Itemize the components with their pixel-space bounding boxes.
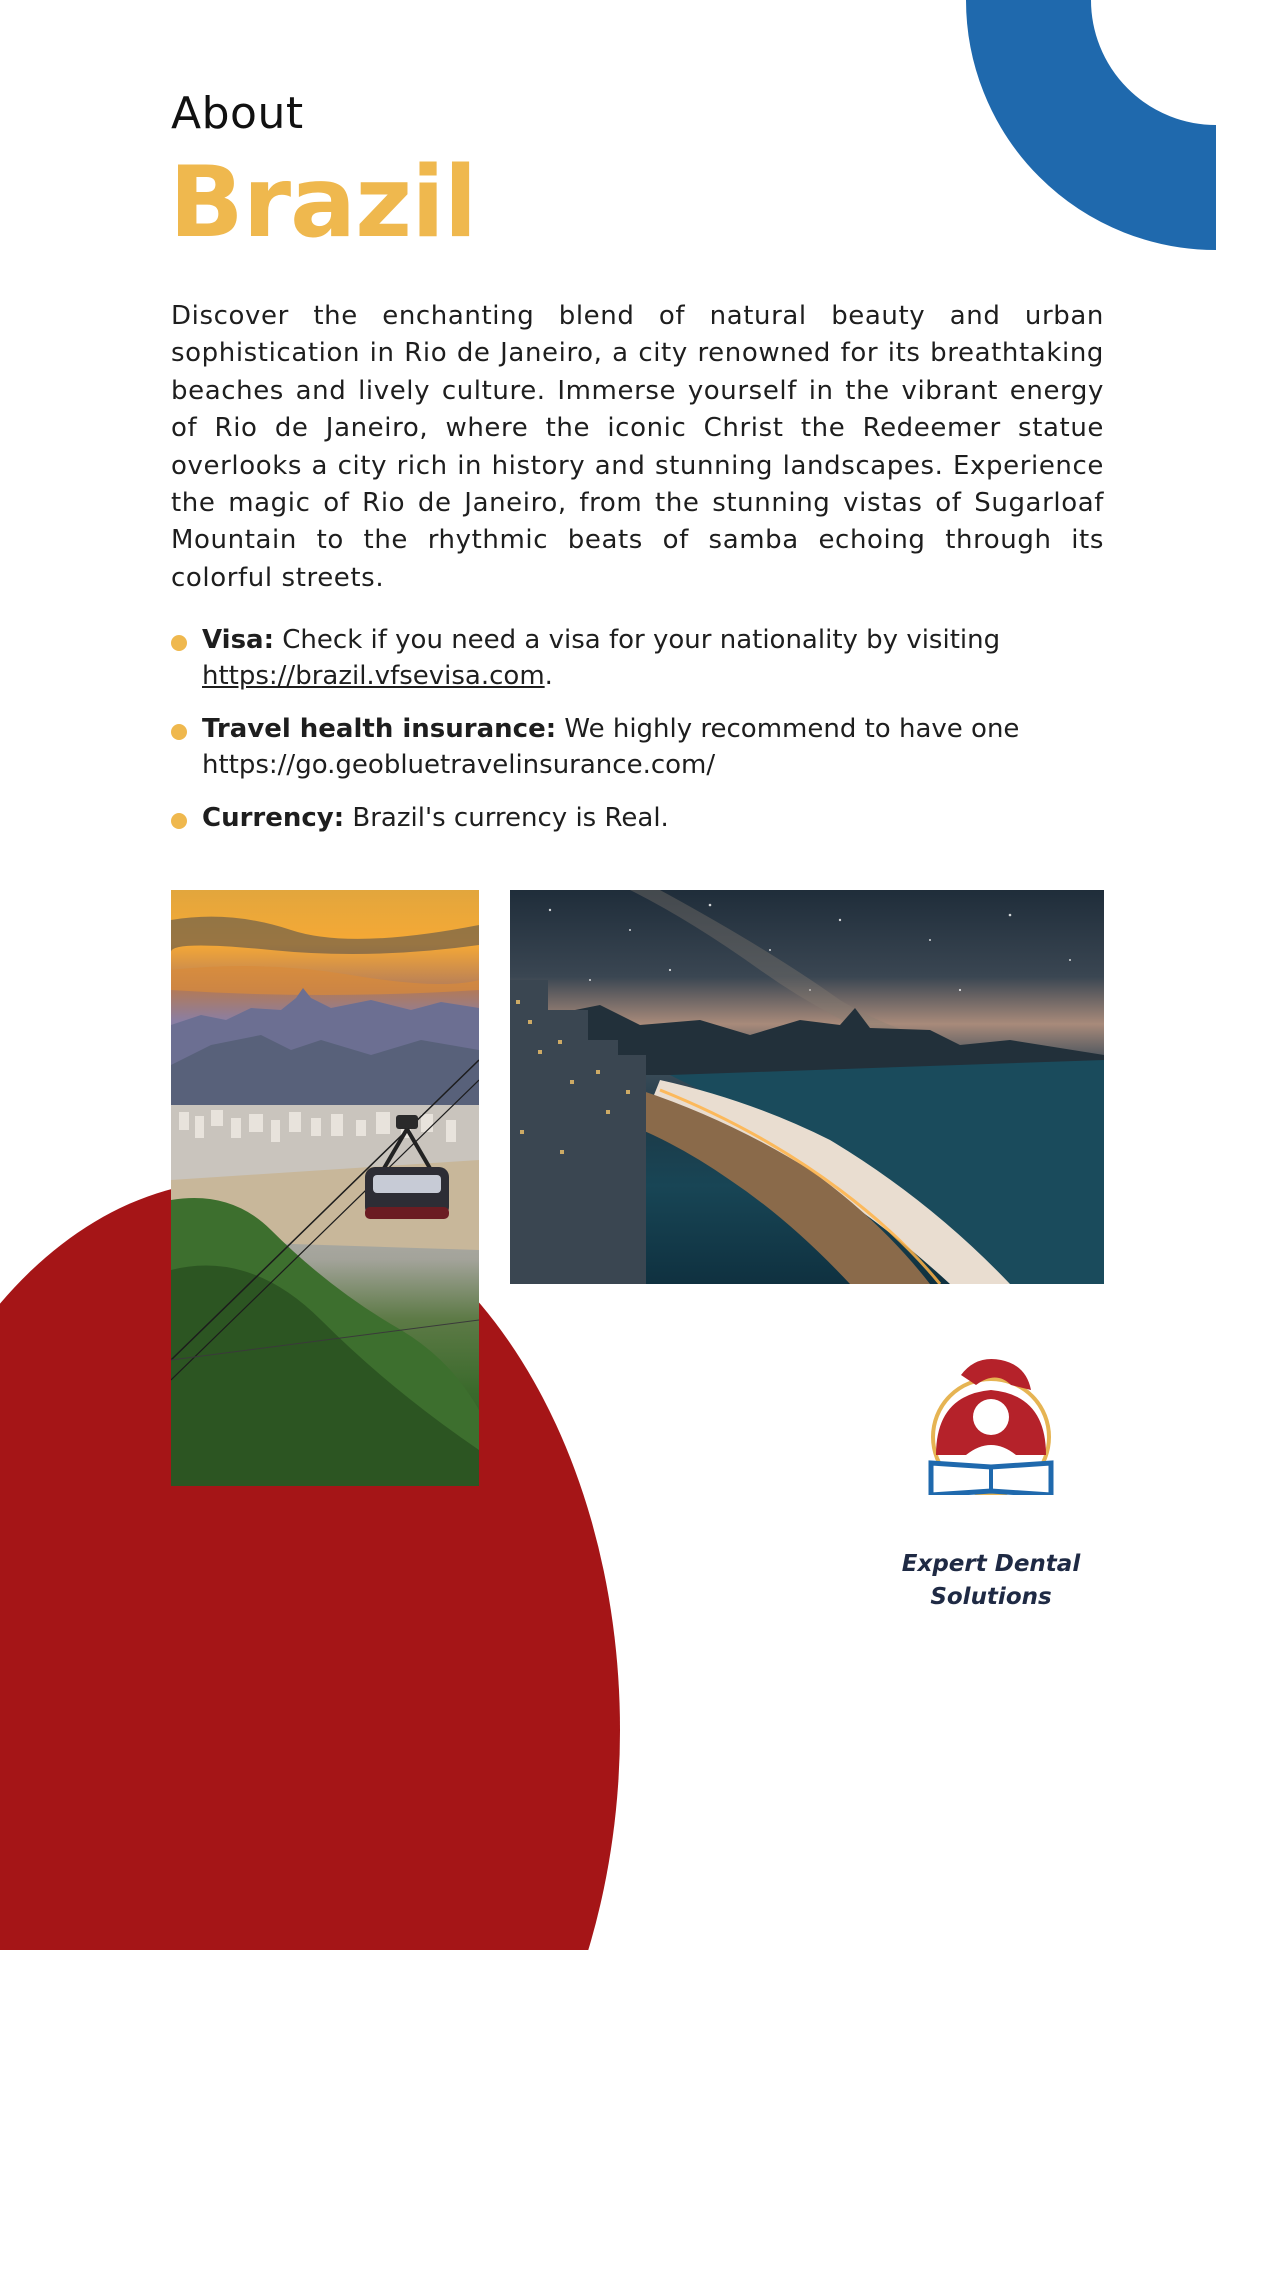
visa-suffix: . (544, 661, 553, 691)
list-item-visa (171, 622, 1071, 694)
list-item-insurance (171, 711, 1071, 783)
expert-dental-logo-icon (906, 1355, 1076, 1495)
logo-wordmark (880, 1548, 1102, 1614)
visa-link[interactable]: https://brazil.vfsevisa.com (202, 661, 545, 691)
visa-text: Check if you need a visa for your nationality by visiting (274, 625, 1001, 655)
photo-copacabana-illustration (510, 890, 1104, 1284)
insurance-label: Travel health insurance: (202, 714, 557, 744)
currency-text: Brazil's currency is Real. (344, 803, 669, 833)
heading-about: About (171, 88, 304, 139)
photo-rio-illustration (171, 890, 479, 1486)
info-list (171, 622, 1071, 853)
logo-text-line1: Expert Dental (901, 1551, 1081, 1577)
bullet-dot-icon (171, 724, 187, 740)
list-item-currency (171, 800, 1071, 836)
photo-rio-cable-car (171, 890, 479, 1486)
bullet-dot-icon (171, 813, 187, 829)
heading-country: Brazil (169, 146, 477, 260)
insurance-text: We highly recommend to have one https://go.geobluetravelinsurance.com/ (202, 714, 1020, 780)
logo-text-line2: Solutions (930, 1584, 1052, 1610)
intro-paragraph: Discover the enchanting blend of natural beauty and urban sophistication in Rio de Janeiro, a city renowned for its breathtaking beaches and lively culture. Immerse yourself in the vibrant energy of Rio de Janeiro, where the iconic Christ the Redeemer statue overlooks a city rich in history and stunning landscapes. Experience the magic of Rio de Janeiro, from the stunning vistas of Sugarloaf Mountain to the rhythmic beats of samba echoing through its colorful streets. (171, 301, 1104, 593)
photo-copacabana-night (510, 890, 1104, 1284)
currency-label: Currency: (202, 803, 345, 833)
visa-label: Visa: (202, 625, 274, 655)
decorative-blue-arc (966, 0, 1275, 250)
bullet-dot-icon (171, 635, 187, 651)
